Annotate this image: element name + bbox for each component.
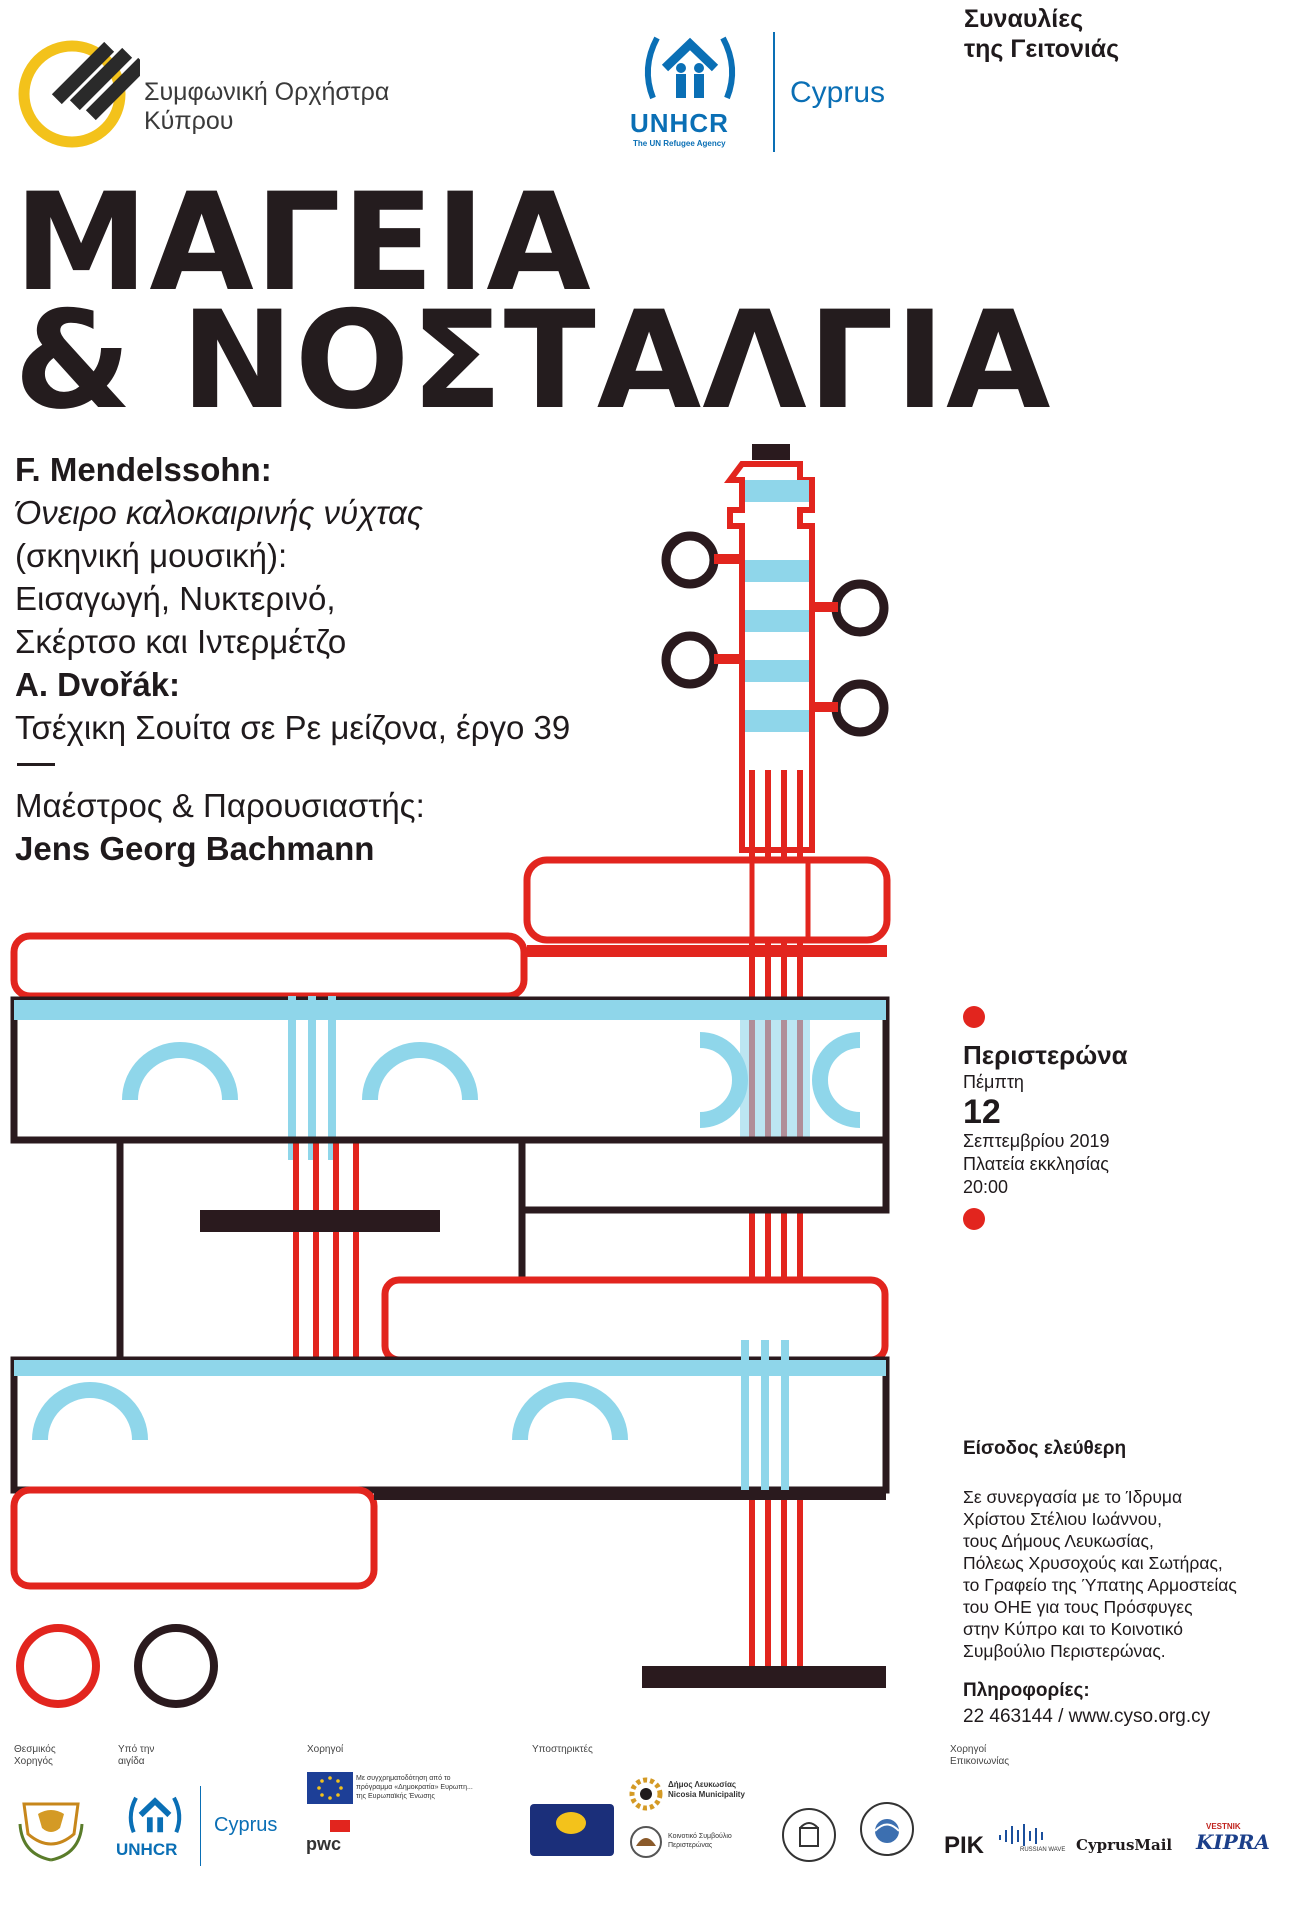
unhcr-small-acronym: UNHCR <box>116 1840 178 1859</box>
vestnik-logo: KIPRA <box>1196 1830 1270 1854</box>
eu-cofunding-text: Με συγχρηματοδότηση από το πρόγραμμα «Δημοκρατία» Ευρωπη... της Ευρωπαϊκής Ένωσης <box>356 1775 473 1800</box>
municipality-seal-1-icon <box>780 1806 838 1864</box>
event-place: Περιστερώνα <box>963 1040 1128 1070</box>
title-line1: ΜΑΓΕΙΑ <box>14 164 592 321</box>
left-block-top <box>14 936 524 996</box>
collab-line: Πόλεως Χρυσοχούς και Σωτήρας, <box>963 1553 1223 1573</box>
pwc-mark-icon <box>330 1820 350 1832</box>
series-line1: Συναυλίες <box>964 5 1084 33</box>
event-dot-top <box>963 1006 985 1028</box>
scroll-top-cap <box>752 444 790 460</box>
eu-flag-icon <box>307 1772 353 1804</box>
unhcr-tagline: The UN Refugee Agency <box>633 139 726 148</box>
collaboration-text <box>963 1486 1283 1662</box>
pwc-logo: pwc <box>306 1834 342 1854</box>
left-strings-blue <box>292 996 332 1160</box>
red-circle <box>20 1628 96 1704</box>
left-strings-red <box>296 1140 356 1370</box>
nicosia-municipality-icon <box>628 1776 664 1812</box>
unhcr-country: Cyprus <box>790 76 886 109</box>
municipality-seal-2-icon <box>858 1800 916 1858</box>
event-venue: Πλατεία εκκλησίας <box>963 1154 1109 1174</box>
lower-right-block <box>385 1280 885 1360</box>
info-label: Πληροφορίες: <box>963 1680 1090 1701</box>
event-dot-bottom <box>963 1208 985 1230</box>
vestnik-top: VESTNIK <box>1206 1822 1241 1831</box>
work-1-parts-2: Σκέρτσο και Ιντερμέτζο <box>15 623 347 660</box>
foundation-logo-mark <box>556 1812 586 1834</box>
unhcr-small-icon <box>120 1792 190 1838</box>
collab-line: Σε συνεργασία με το Ίδρυμα <box>963 1487 1183 1507</box>
info-contact: 22 463144 / www.cyso.org.cy <box>963 1706 1211 1727</box>
collab-line: Συμβούλιο Περιστερώνας. <box>963 1641 1166 1661</box>
event-day: 12 <box>963 1093 1001 1131</box>
series-line2: της Γειτονιάς <box>964 35 1120 63</box>
instrument-artwork <box>0 440 900 1720</box>
concert-series <box>964 4 1119 64</box>
unhcr-acronym: UNHCR <box>630 108 729 138</box>
entry-free: Είσοδος ελεύθερη <box>963 1438 1127 1459</box>
peg-left-1 <box>666 536 714 584</box>
composer-1: F. Mendelssohn: <box>15 451 272 488</box>
event-time: 20:00 <box>963 1177 1009 1197</box>
community-council-text: Κοινοτικό Συμβούλιο Περιστερώνας <box>668 1833 732 1849</box>
label-media: Χορηγοί Επικοινωνίας <box>950 1744 1010 1767</box>
event-month-year: Σεπτεμβρίου 2019 <box>963 1131 1110 1151</box>
label-sponsors: Χορηγοί <box>307 1744 344 1755</box>
event-weekday: Πέμπτη <box>963 1072 1024 1092</box>
event-info <box>963 1040 1263 1199</box>
unhcr-logo <box>625 28 905 158</box>
work-1-parts-1: Εισαγωγή, Νυκτερινό, <box>15 580 336 617</box>
tailpiece-bar <box>642 1666 886 1688</box>
work-2: Τσέχικη Σουίτα σε Ρε μείζονα, έργο 39 <box>15 709 571 746</box>
poster-title <box>14 164 1052 439</box>
peg-right-1 <box>836 584 884 632</box>
coat-of-arms-icon <box>14 1784 88 1864</box>
orchestra-name-line1: Συμφωνική Ορχήστρα <box>144 78 390 106</box>
collab-line: του ΟΗΕ για τους Πρόσφυγες <box>963 1597 1193 1617</box>
orchestra-name-line2: Κύπρου <box>144 107 234 135</box>
unhcr-emblem-icon <box>635 28 745 108</box>
unhcr-small-divider <box>200 1786 201 1866</box>
russian-wave-icon <box>996 1822 1056 1848</box>
title-line2: & ΝΟΣΤΑΛΓΙΑ <box>14 282 1052 439</box>
upper-right-block <box>527 860 887 940</box>
unhcr-divider <box>773 32 775 152</box>
unhcr-small-cyprus: Cyprus <box>214 1814 278 1836</box>
collab-line: Χρίστου Στέλιου Ιωάννου, <box>963 1509 1162 1529</box>
conductor-name: Jens Georg Bachmann <box>15 830 375 867</box>
collab-line: στην Κύπρο και το Κοινοτικό <box>963 1619 1183 1639</box>
cyprus-mail-logo: CyprusMail <box>1076 1836 1173 1854</box>
bridge-bar <box>200 1210 440 1232</box>
russian-wave-text: RUSSIAN WAVE <box>1020 1847 1066 1853</box>
label-patron: Θεσμικός Χορηγός <box>14 1744 56 1767</box>
work-1-title: Όνειρο καλοκαιρινής νύχτας <box>15 494 423 531</box>
peg-left-2 <box>666 636 714 684</box>
label-aegis: Υπό την αιγίδα <box>118 1744 155 1767</box>
bottom-block <box>14 1490 374 1586</box>
nicosia-en: Nicosia Municipality <box>668 1790 745 1799</box>
collab-line: το Γραφείο της Ύπατης Αρμοστείας <box>963 1575 1237 1595</box>
orchestra-logo <box>14 28 434 158</box>
sponsor-strip <box>0 1742 1289 1892</box>
conductor-label: Μαέστρος & Παρουσιαστής: <box>15 787 425 824</box>
rik-logo: PIK <box>944 1832 985 1859</box>
collab-line: τους Δήμους Λευκωσίας, <box>963 1531 1154 1551</box>
work-1-note: (σκηνική μουσική): <box>15 537 288 574</box>
composer-2: A. Dvořák: <box>15 666 181 703</box>
dark-circle <box>138 1628 214 1704</box>
community-council-icon <box>628 1824 664 1860</box>
nicosia-gr: Δήμος Λευκωσίας <box>668 1780 737 1789</box>
peg-right-2 <box>836 684 884 732</box>
label-supporters: Υποστηρικτές <box>532 1744 593 1755</box>
orchestra-logo-icon <box>14 28 140 154</box>
